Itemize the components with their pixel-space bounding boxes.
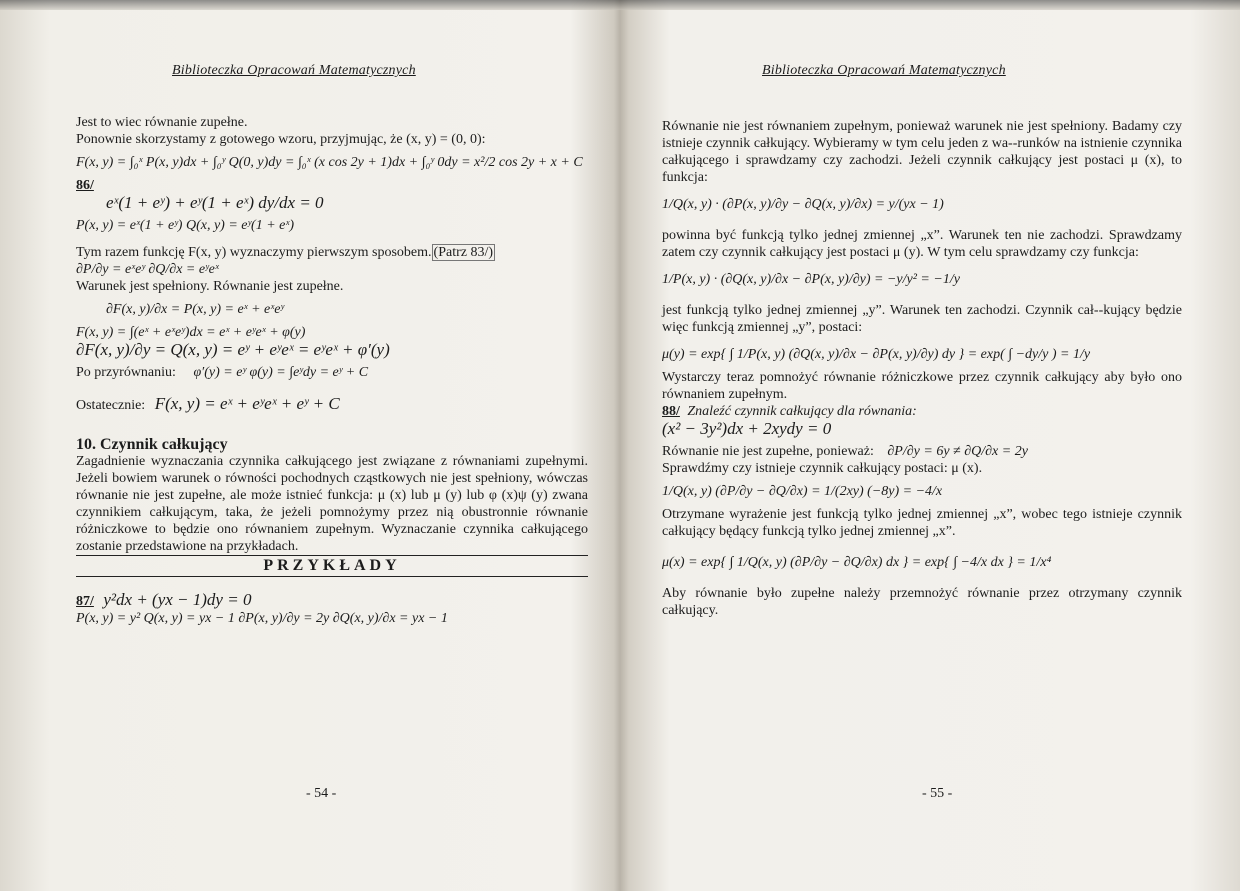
running-header-left: Biblioteczka Opracowań Matematycznych [172, 63, 416, 78]
page-number-left: - 54 - [306, 786, 337, 801]
page-number-right: - 55 - [922, 786, 953, 801]
examples-heading: PRZYKŁADY [263, 557, 401, 574]
example-87-PQ: P(x, y) = y² Q(x, y) = yx − 1 ∂P(x, y)/∂y = 2y ∂Q(x, y)/∂x = yx − 1 [76, 611, 448, 626]
section-title: 10. Czynnik całkujący [76, 436, 228, 453]
example-86-F: F(x, y) = ∫(eˣ + eˣeʸ)dx = eˣ + eʸeˣ + φ(y) [76, 325, 306, 340]
formula-mu-y-test: 1/P(x, y) · (∂Q(x, y)/∂x − ∂P(x, y)/∂y) = −y/y² = −1/y [662, 272, 960, 287]
right-page [620, 0, 1240, 891]
example-88-mu-x: μ(x) = exp{ ∫ 1/Q(x, y) (∂P/∂y − ∂Q/∂x) dx } = exp{ ∫ −4/x dx } = 1/x⁴ [662, 555, 1052, 570]
section-paragraph: Zagadnienie wyznaczania czynnika całkującego jest związane z równaniami zupełnymi. Jeżeli bowiem warunek o równości pochodnych cząstkowych nie jest spełniony, wówczas równanie nie jest zupełne, ale może istnieć funkcja: μ (x) lub μ (y) lub φ (x)ψ (y) zwana czynnikiem całkującym, taka, że jeżeli pomnożymy przez nią obustronnie równanie różniczkowe to będzie ono równaniem zupełnym. Wyznaczanie czynnika całkującego zostanie przedstawione na przykładach. [76, 454, 588, 554]
example-87-label: 87/ [76, 594, 94, 609]
paragraph: Równanie nie jest równaniem zupełnym, ponieważ warunek nie jest spełniony. Badamy czy istnieje czynnik całkujący. Wybieramy w tym celu jeden z wa--runków na istnienie czynnika całkującego i sprawdzamy czy zachodzi. Jeżeli czynnik całkujący jest postaci μ (x), to funkcja: [662, 119, 1182, 185]
example-88-formula: 1/Q(x, y) (∂P/∂y − ∂Q/∂x) = 1/(2xy) (−8y) = −4/x [662, 484, 943, 499]
example-88-text: Sprawdźmy czy istnieje czynnik całkujący postaci: μ (x). [662, 461, 983, 476]
example-88-condition: ∂P/∂y = 6y ≠ ∂Q/∂x = 2y [887, 444, 1028, 459]
example-88-label: 88/ [662, 404, 680, 419]
paragraph: Aby równanie było zupełne należy przemnożyć równanie przez otrzymany czynnik całkujący. [662, 586, 1182, 618]
text-line: Ponownie skorzystamy z gotowego wzoru, przyjmując, że (x, y) = (0, 0): [76, 132, 486, 147]
przyrownanie-label: Po przyrównaniu: [76, 365, 176, 380]
przyrownanie-formula: φ′(y) = eʸ φ(y) = ∫eʸdy = eʸ + C [193, 365, 369, 380]
final-formula: F(x, y) = eˣ + eʸeˣ + eʸ + C [154, 394, 340, 413]
example-88-equation: (x² − 3y²)dx + 2xydy = 0 [662, 419, 832, 438]
left-page-content [76, 114, 588, 627]
paragraph: Wystarczy teraz pomnożyć równanie różniczkowe przez czynnik całkujący aby było ono równaniem zupełnym. [662, 370, 1182, 402]
example-87-equation: y²dx + (yx − 1)dy = 0 [103, 590, 252, 609]
formula-mu-y: μ(y) = exp{ ∫ 1/P(x, y) (∂Q(x, y)/∂x − ∂P(x, y)/∂y) dy } = exp( ∫ −dy/y ) = 1/y [662, 347, 1091, 362]
example-86-dFdy: ∂F(x, y)/∂y = Q(x, y) = eʸ + eʸeˣ = eʸeˣ + φ′(y) [76, 340, 390, 359]
example-86-condition: Warunek jest spełniony. Równanie jest zupełne. [76, 279, 344, 294]
example-88-title: Znaleźć czynnik całkujący dla równania: [687, 404, 917, 419]
formula-mu-x-test: 1/Q(x, y) · (∂P(x, y)/∂y − ∂Q(x, y)/∂x) = y/(yx − 1) [662, 197, 944, 212]
example-88-text: Równanie nie jest zupełne, ponieważ: [662, 444, 874, 459]
example-86-equation: eˣ(1 + eʸ) + eʸ(1 + eˣ) dy/dx = 0 [106, 193, 324, 212]
right-page-content [662, 118, 1182, 619]
text-line: Jest to wiec równanie zupełne. [76, 115, 248, 130]
final-label: Ostatecznie: [76, 398, 146, 413]
example-86-text: Tym razem funkcję F(x, y) wyznaczymy pierwszym sposobem. [76, 245, 432, 260]
running-header-right: Biblioteczka Opracowań Matematycznych [762, 63, 1006, 78]
example-86-PQ: P(x, y) = eˣ(1 + eʸ) Q(x, y) = eʸ(1 + eˣ) [76, 218, 294, 233]
paragraph: Otrzymane wyrażenie jest funkcją tylko jednej zmiennej „x”, wobec tego istnieje czynnik całkujący będący funkcją tylko jednej zmiennej „x”. [662, 507, 1182, 539]
example-86-label: 86/ [76, 178, 94, 193]
example-86-partials: ∂P/∂y = eˣeʸ ∂Q/∂x = eʸeˣ [76, 262, 219, 277]
paragraph: jest funkcją tylko jednej zmiennej „y”. Warunek ten zachodzi. Czynnik cał--kujący będzie więc funkcją zmiennej „y”, postaci: [662, 303, 1182, 335]
reference-link[interactable]: (Patrz 83/) [433, 245, 494, 260]
example-86-dFdx: ∂F(x, y)/∂x = P(x, y) = eˣ + eˣeʸ [106, 302, 285, 317]
formula-F-integral: F(x, y) = ∫₀ˣ P(x, y)dx + ∫₀ʸ Q(0, y)dy = ∫₀ˣ (x cos 2y + 1)dx + ∫₀ʸ 0dy = x²/2 cos 2y + x + C [76, 155, 583, 170]
paragraph: powinna być funkcją tylko jednej zmiennej „x”. Warunek ten nie zachodzi. Sprawdzamy zatem czy czynnik całkujący jest postaci μ (y). W tym celu sprawdzamy czy funkcja: [662, 228, 1182, 260]
